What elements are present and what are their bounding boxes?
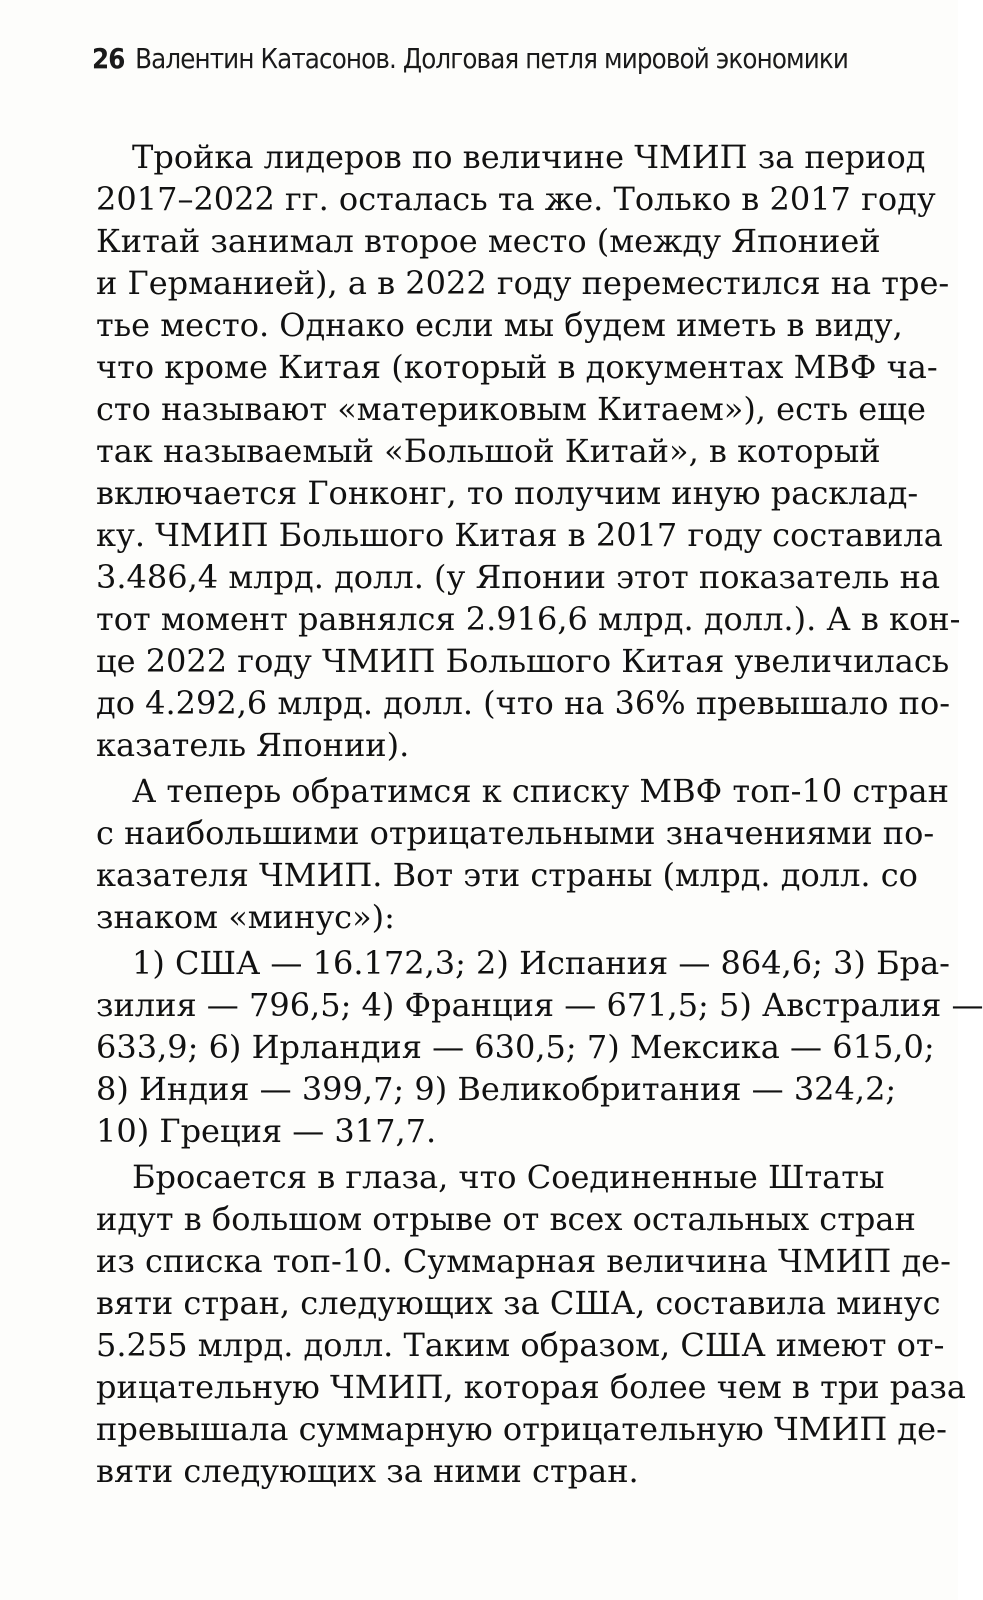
text-line: вяти стран, следующих за США, составила минус (96, 1284, 941, 1322)
text-line: ку. ЧМИП Большого Китая в 2017 году составила (96, 516, 943, 554)
running-header (92, 42, 849, 98)
text-line: рицательную ЧМИП, которая более чем в три раза (96, 1368, 966, 1406)
text-line: 3.486,4 млрд. долл. (у Японии этот показатель на (96, 558, 941, 596)
text-line: так называемый «Большой Китай», в который (96, 432, 881, 470)
body-text (96, 136, 983, 1492)
text-line: Бросается в глаза, что Соединенные Штаты (132, 1158, 885, 1196)
text-line: казатель Японии). (96, 726, 410, 764)
text-line: сто называют «материковым Китаем»), есть еще (96, 390, 926, 428)
page-number: 26 (92, 42, 125, 75)
text-line: тот момент равнялся 2.916,6 млрд. долл.). А в кон- (96, 600, 961, 638)
text-line: Китай занимал второе место (между Японией (96, 222, 881, 260)
text-line: 1) США — 16.172,3; 2) Испания — 864,6; 3) Бра- (132, 944, 950, 982)
text-line: знаком «минус»): (96, 898, 395, 936)
text-line: до 4.292,6 млрд. долл. (что на 36% превышало по- (96, 684, 951, 722)
text-line: что кроме Китая (который в документах МВФ ча- (96, 348, 938, 386)
text-line: вяти следующих за ними стран. (96, 1452, 639, 1490)
text-line: превышала суммарную отрицательную ЧМИП де- (96, 1410, 947, 1448)
text-line: 2017–2022 гг. осталась та же. Только в 2017 году (96, 180, 936, 218)
text-line: тье место. Однако если мы будем иметь в виду, (96, 306, 903, 344)
text-line: 10) Греция — 317,7. (96, 1112, 437, 1150)
text-line: це 2022 году ЧМИП Большого Китая увеличилась (96, 642, 950, 680)
text-line: А теперь обратимся к списку МВФ топ-10 стран (132, 772, 949, 810)
running-title: Валентин Катасонов. Долговая петля мировой экономики (135, 42, 849, 75)
text-line: с наибольшими отрицательными значениями по- (96, 814, 935, 852)
text-line: 633,9; 6) Ирландия — 630,5; 7) Мексика — 615,0; (96, 1028, 935, 1066)
text-line: Тройка лидеров по величине ЧМИП за период (132, 138, 926, 176)
text-line: 5.255 млрд. долл. Таким образом, США имеют от- (96, 1326, 945, 1364)
text-line: и Германией), а в 2022 году переместился на тре- (96, 264, 950, 302)
text-line: казателя ЧМИП. Вот эти страны (млрд. долл. со (96, 856, 918, 894)
text-line: включается Гонконг, то получим иную расклад- (96, 474, 919, 512)
text-line: из списка топ-10. Суммарная величина ЧМИП де- (96, 1242, 951, 1280)
text-line: идут в большом отрыве от всех остальных стран (96, 1200, 916, 1238)
text-line: зилия — 796,5; 4) Франция — 671,5; 5) Австралия — (96, 986, 983, 1024)
text-line: 8) Индия — 399,7; 9) Великобритания — 324,2; (96, 1070, 897, 1108)
